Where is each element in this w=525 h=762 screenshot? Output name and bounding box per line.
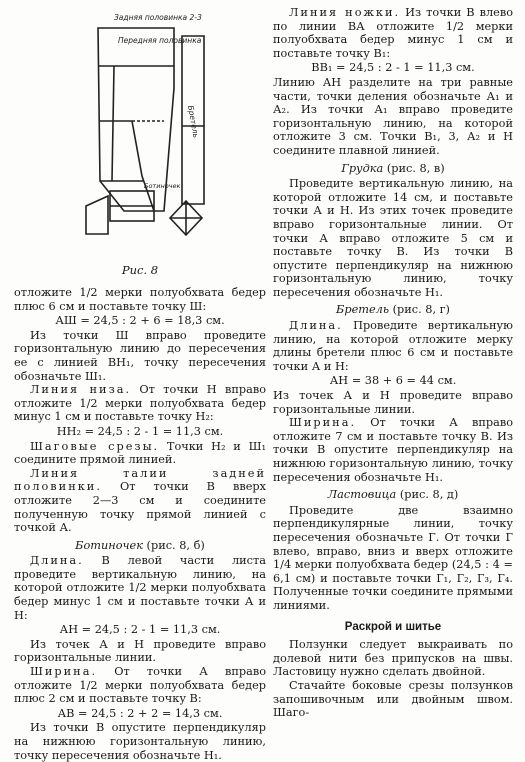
- left-paragraph-6: [14, 554, 266, 622]
- right-paragraph-8: Ползунки следует выкраивать по долевой нити без припусков на швы. Ластовицу нужно сделать двойной.: [273, 638, 513, 679]
- subsection-ref: (рис. 8, г): [389, 303, 450, 317]
- subsection-title-tie: [14, 539, 266, 553]
- right-paragraph-1: [273, 6, 513, 60]
- equation-strap: АН = 38 + 6 = 44 см.: [329, 374, 457, 388]
- equation-ash: АШ = 24,5 : 2 + 6 = 18,3 см.: [55, 314, 225, 328]
- right-paragraph-3: Проведите вертикальную линию, на которой отложите 14 см, и поставьте точки А и Н. Из этих точек проведите вправо горизонтальные линии. От точки А вправо отложите 5 см и поставьте точку В. Из точки В опустите перпендикуляр на нижнюю горизонтальную линию, точку пересечения обозначьте Н₁.: [273, 177, 513, 299]
- right-paragraph-4: [273, 319, 513, 373]
- left-paragraph-7: Из точек А и Н проведите вправо горизонтальные линии.: [14, 637, 266, 665]
- subsection-ref: (рис. 8, д): [396, 488, 459, 502]
- subsection-name: Грудка: [341, 161, 384, 175]
- paragraph-text: От точки А вправо отложите 7 см и поставьте точку В. Из точки В опустите перпендикуляр на нижнюю горизонтальную линию, точку пересечения обозначьте Н₁.: [273, 416, 513, 484]
- left-paragraph-2: Из точки Ш вправо проведите горизонтальную линию до пересечения ее с линией ВН₁, точку пересечения обозначьте Ш₁.: [14, 328, 266, 383]
- right-paragraph-9: Стачайте боковые срезы ползунков запошивочным или двойным швом. Шаго-: [273, 678, 513, 720]
- left-column: [14, 6, 266, 762]
- subsection-title-gusset: [273, 488, 513, 502]
- right-column: [273, 6, 513, 720]
- figure-caption: Рис. 8: [121, 263, 159, 277]
- left-paragraph-3: [14, 383, 266, 424]
- left-paragraph-1: отложите 1/2 мерки полуобхвата бедер плюс 6 см и поставьте точку Ш:: [14, 286, 266, 313]
- front-half-label: Передняя половинка: [118, 36, 202, 45]
- left-paragraph-4: [14, 440, 266, 467]
- section-label: Ширина.: [289, 416, 357, 430]
- tie-label: Ботиночек: [144, 182, 181, 190]
- equation-an: АН = 24,5 : 2 - 1 = 11,3 см.: [59, 623, 221, 637]
- section-label: Длина.: [289, 319, 343, 333]
- strap-label: Бретель: [186, 104, 201, 139]
- left-paragraph-5: [14, 467, 266, 535]
- section-label: Линия талии задней половинки.: [14, 466, 266, 494]
- paragraph-text: От точки А вправо отложите 1/2 мерки полуобхвата бедер плюс 2 см и поставьте точку В:: [14, 665, 266, 706]
- right-paragraph-6: [273, 416, 513, 484]
- pattern-drawing: [14, 6, 266, 258]
- equation-vv1: ВВ₁ = 24,5 : 2 - 1 = 11,3 см.: [311, 61, 475, 75]
- equation-av: АВ = 24,5 : 2 + 2 = 14,3 см.: [57, 706, 223, 720]
- back-half-label: Задняя половинка 2-3: [114, 13, 202, 22]
- equation-nn2: НН₂ = 24,5 : 2 - 1 = 11,3 см.: [56, 424, 224, 438]
- subsection-name: Ластовица: [327, 488, 397, 502]
- section-heading: Раскрой и шитье: [344, 620, 442, 633]
- right-paragraph-2: Линию АН разделите на три равные части, точки деления обозначьте А₁ и А₂. Из точки А₁ вправо проведите горизонтальную линию, на которой отложите 3 см. Точки В₁, 3, А₂ и Н соедините плавной линией.: [273, 75, 513, 157]
- right-paragraph-5: Из точек А и Н проведите вправо горизонтальные линии.: [273, 389, 513, 416]
- section-label: Линия низа.: [30, 383, 132, 397]
- paragraph-text: Точки Н₂ и Ш₁ соедините прямой линией.: [14, 439, 266, 467]
- subsection-name: Ботиночек: [75, 538, 143, 552]
- right-paragraph-7: Проведите две взаимно перпендикулярные линии, точку пересечения обозначьте Г. От точки Г влево, вправо, вниз и вверх отложите 1/4 мерки полуобхвата бедер (24,5 : 4 = 6,1 см) и поставьте точки Г₁, Г₂, Г₃, Г₄. Полученные точки соедините прямыми линиями.: [273, 503, 513, 612]
- subsection-title-strap: [273, 303, 513, 317]
- paragraph-text: Проведите вертикальную линию, на которой отложите мерку длины бретели плюс 6 см и поставьте точки А и Н:: [273, 319, 513, 373]
- subsection-ref: (рис. 8, в): [383, 161, 445, 175]
- left-paragraph-9: Из точки В опустите перпендикуляр на нижнюю горизонтальную линию, точку пересечения обозначьте Н₁.: [14, 721, 266, 762]
- paragraph-text: В левой части листа проведите вертикальную линию, на которой отложите 1/2 мерки полуобхвата бедер минус 1 см и поставьте точки А и Н:: [14, 554, 266, 622]
- subsection-name: Бретель: [336, 303, 389, 317]
- section-label: Линия ножки.: [289, 6, 401, 19]
- section-label: Длина.: [30, 554, 84, 568]
- section-label: Шаговые срезы.: [30, 439, 160, 453]
- section-label: Ширина.: [30, 665, 98, 679]
- paragraph-text: От точки В вверх отложите 2—3 см и соедините полученную точку прямой линией с точкой А.: [14, 480, 266, 535]
- paragraph-text: Из точки В влево по линии ВА отложите 1/2 мерки полуобхвата бедер минус 1 см и поставьте точку В₁:: [273, 6, 513, 60]
- subsection-ref: (рис. 8, б): [142, 538, 205, 552]
- figure-8: [14, 6, 266, 277]
- paragraph-text: От точки Н вправо отложите 1/2 мерки полуобхвата бедер минус 1 см и поставьте точку Н₂:: [14, 383, 267, 424]
- subsection-title-bib: [273, 162, 513, 176]
